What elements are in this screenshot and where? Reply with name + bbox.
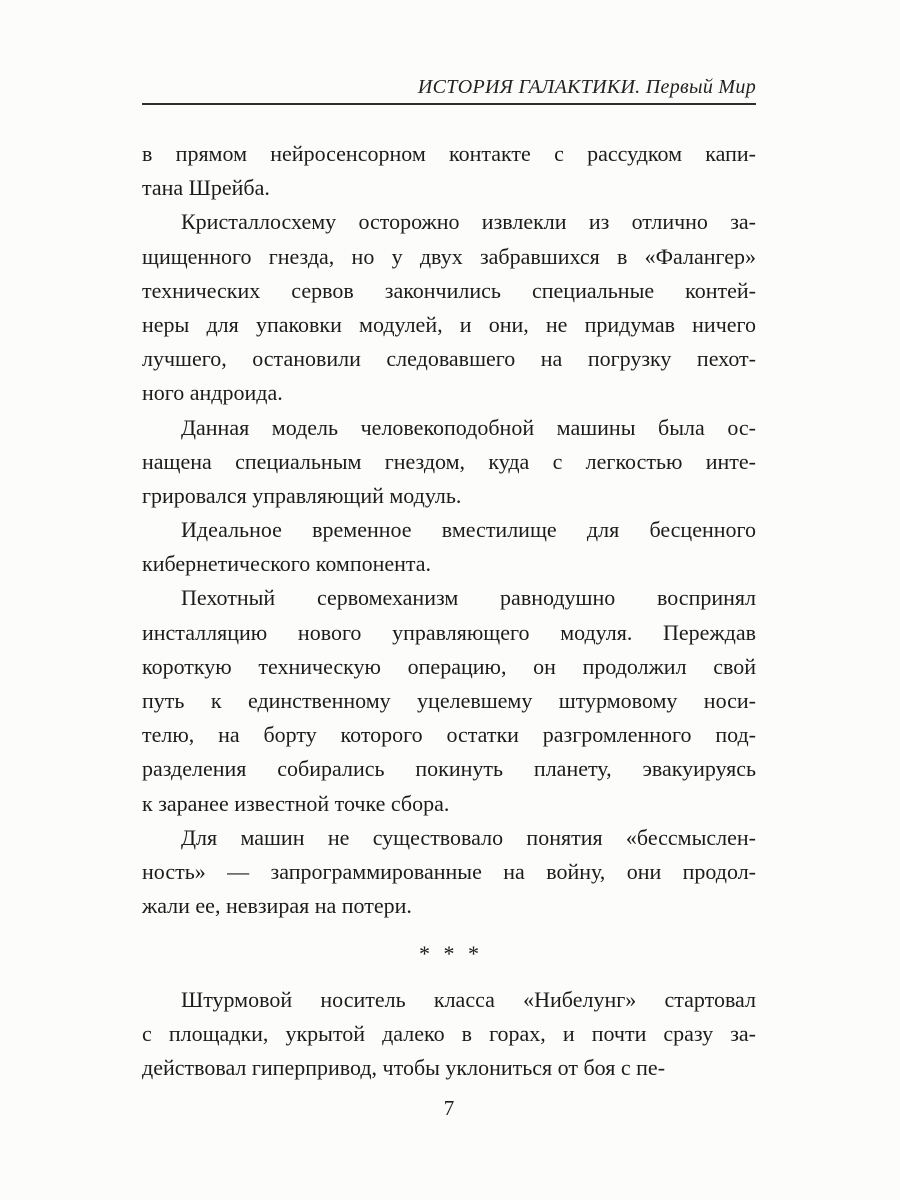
text-line: с площадки, укрытой далеко в горах, и почти сразу за- — [142, 1020, 756, 1046]
page-text-after-separator — [142, 983, 756, 1086]
text-line: инсталляцию нового управляющего модуля. Переждав — [142, 619, 756, 645]
paragraph — [142, 513, 756, 581]
text-line: неры для упаковки модулей, и они, не придумав ничего — [142, 311, 756, 337]
page-number: 7 — [443, 1096, 455, 1121]
paragraph — [142, 137, 756, 205]
text-line: щищенного гнезда, но у двух забравшихся в «Фалангер» — [142, 243, 756, 269]
text-line: путь к единственному уцелевшему штурмовому носи- — [142, 688, 756, 713]
text-line: короткую техническую операцию, он продолжил свой — [142, 653, 756, 679]
paragraph — [142, 581, 756, 820]
text-line: Пехотный сервомеханизм равнодушно воспринял — [181, 585, 756, 611]
text-line: Кристаллосхему осторожно извлекли из отлично за- — [181, 209, 756, 235]
text-line: ность» — запрограммированные на войну, они продол- — [142, 858, 756, 884]
text-line: технических сервов закончились специальные контей- — [142, 277, 756, 303]
text-line: к заранее известной точке сбора. — [142, 790, 450, 816]
page-content — [142, 0, 756, 1123]
text-line: Идеальное временное вместилище для бесценного — [181, 517, 756, 543]
paragraph — [142, 821, 756, 924]
running-header-title: ИСТОРИЯ ГАЛАКТИКИ. Первый Мир — [417, 76, 756, 98]
paragraph — [142, 205, 756, 410]
page-text — [142, 137, 756, 923]
text-line: Для машин не существовало понятия «бессмыслен- — [181, 824, 756, 850]
text-line: тана Шрейба. — [142, 175, 270, 201]
text-line: нащена специальным гнездом, куда с легкостью инте- — [142, 448, 756, 474]
section-separator: * * * — [419, 941, 479, 967]
text-line: кибернетического компонента. — [142, 551, 432, 577]
text-line: в прямом нейросенсорном контакте с рассудком капи- — [142, 141, 756, 166]
text-line: жали ее, невзирая на потери. — [142, 893, 412, 919]
text-line: телю, на борту которого остатки разгромленного под- — [142, 722, 756, 748]
text-line: разделения собирались покинуть планету, эвакуируясь — [142, 756, 756, 782]
text-line: действовал гиперпривод, чтобы уклониться от боя с пе- — [142, 1054, 666, 1080]
paragraph — [142, 983, 756, 1086]
text-line: ного андроида. — [142, 380, 283, 406]
text-line: Данная модель человекоподобной машины была ос- — [181, 414, 756, 440]
text-line: лучшего, остановили следовавшего на погрузку пехот- — [142, 346, 756, 372]
header-rule — [142, 103, 756, 105]
text-line: грировался управляющий модуль. — [142, 482, 462, 508]
text-line: Штурмовой носитель класса «Нибелунг» стартовал — [181, 986, 756, 1012]
paragraph — [142, 411, 756, 514]
